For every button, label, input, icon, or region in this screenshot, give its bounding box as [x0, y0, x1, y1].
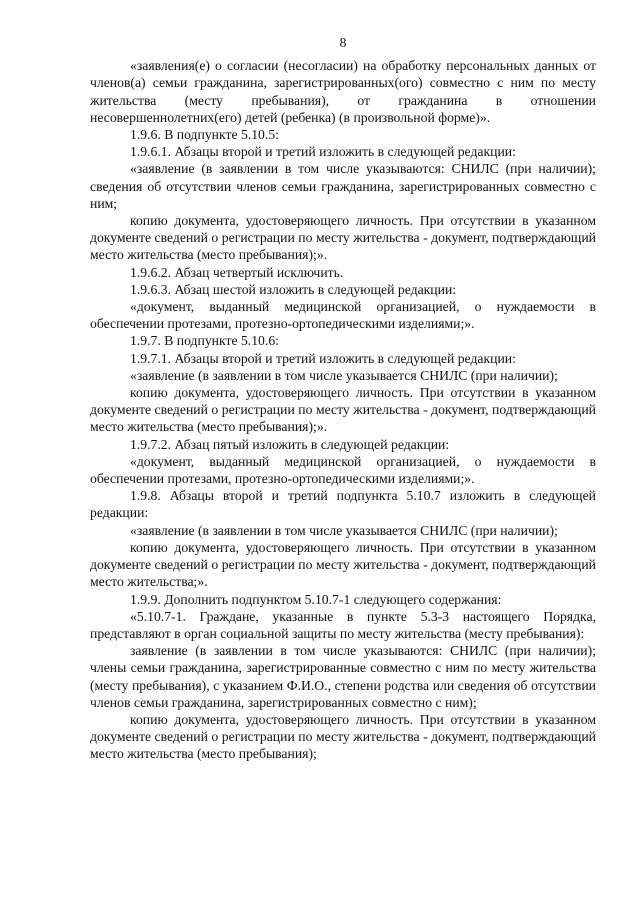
- paragraph: «заявление (в заявлении в том числе указывается СНИЛС (при наличии);: [130, 367, 558, 383]
- paragraph: «заявления(е) о согласии (несогласии) на обработку персональных данных от членов(а) семьи гражданина, зарегистрированных(ого) совместно с ним по месту жительства (месту пребывания), от гражданина в отношении несовершеннолетних(его) детей (ребенка) (в произвольной форме)».: [90, 58, 596, 125]
- paragraph: копию документа, удостоверяющего личность. При отсутствии в указанном документе сведений о регистрации по месту жительства - документ, подтверждающий место жительства (место пребывания);».: [90, 385, 596, 435]
- paragraph: «5.10.7-1. Граждане, указанные в пункте 5.3-3 настоящего Порядка, представляют в орган социальной защиты по месту жительства (месту пребывания):: [90, 608, 596, 641]
- paragraph: 1.9.6. В подпункте 5.10.5:: [130, 127, 279, 143]
- paragraph: «документ, выданный медицинской организацией, о нуждаемости в обеспечении протезами, протезно-ортопедическими изделиями;».: [90, 453, 596, 487]
- paragraph: 1.9.6.1. Абзацы второй и третий изложить в следующей редакции:: [130, 144, 516, 160]
- paragraph: 1.9.7.2. Абзац пятый изложить в следующей редакции:: [130, 436, 450, 452]
- paragraph: 1.9.7. В подпункте 5.10.6:: [130, 333, 279, 349]
- paragraph: 1.9.7.1. Абзацы второй и третий изложить в следующей редакции:: [130, 350, 516, 366]
- paragraph: «заявление (в заявлении в том числе указываются: СНИЛС (при наличии); сведения об отсутствии членов семьи гражданина, зарегистрированных совместно с ним;: [90, 161, 596, 211]
- document-body: [90, 57, 596, 762]
- paragraph: копию документа, удостоверяющего личность. При отсутствии в указанном документе сведений о регистрации по месту жительства - документ, подтверждающий место жительства;».: [90, 539, 596, 590]
- paragraph: копию документа, удостоверяющего личность. При отсутствии в указанном документе сведений о регистрации по месту жительства - документ, подтверждающий место жительства (место пребывания);: [90, 711, 596, 762]
- paragraph: 1.9.8. Абзацы второй и третий подпункта 5.10.7 изложить в следующей редакции:: [90, 488, 596, 521]
- paragraph: заявление (в заявлении в том числе указываются: СНИЛС (при наличии); члены семьи гражданина, зарегистрированные совместно с ним по месту жительства (месту пребывания), с указанием Ф.И.О., степени родства или сведения об отсутствии членов семьи гражданина, зарегистрированных совместно с ним);: [90, 643, 596, 710]
- paragraph: 1.9.9. Дополнить подпунктом 5.10.7-1 следующего содержания:: [130, 591, 502, 607]
- paragraph: 1.9.6.2. Абзац четвертый исключить.: [130, 264, 344, 280]
- page-number: 8: [339, 35, 347, 50]
- paragraph: копию документа, удостоверяющего личность. При отсутствии в указанном документе сведений о регистрации по месту жительства - документ, подтверждающий место жительства (место пребывания);».: [90, 213, 596, 263]
- paragraph: 1.9.6.3. Абзац шестой изложить в следующей редакции:: [130, 281, 457, 297]
- paragraph: «заявление (в заявлении в том числе указывается СНИЛС (при наличии);: [130, 522, 558, 538]
- paragraph: «документ, выданный медицинской организацией, о нуждаемости в обеспечении протезами, протезно-ортопедическими изделиями;».: [90, 299, 596, 332]
